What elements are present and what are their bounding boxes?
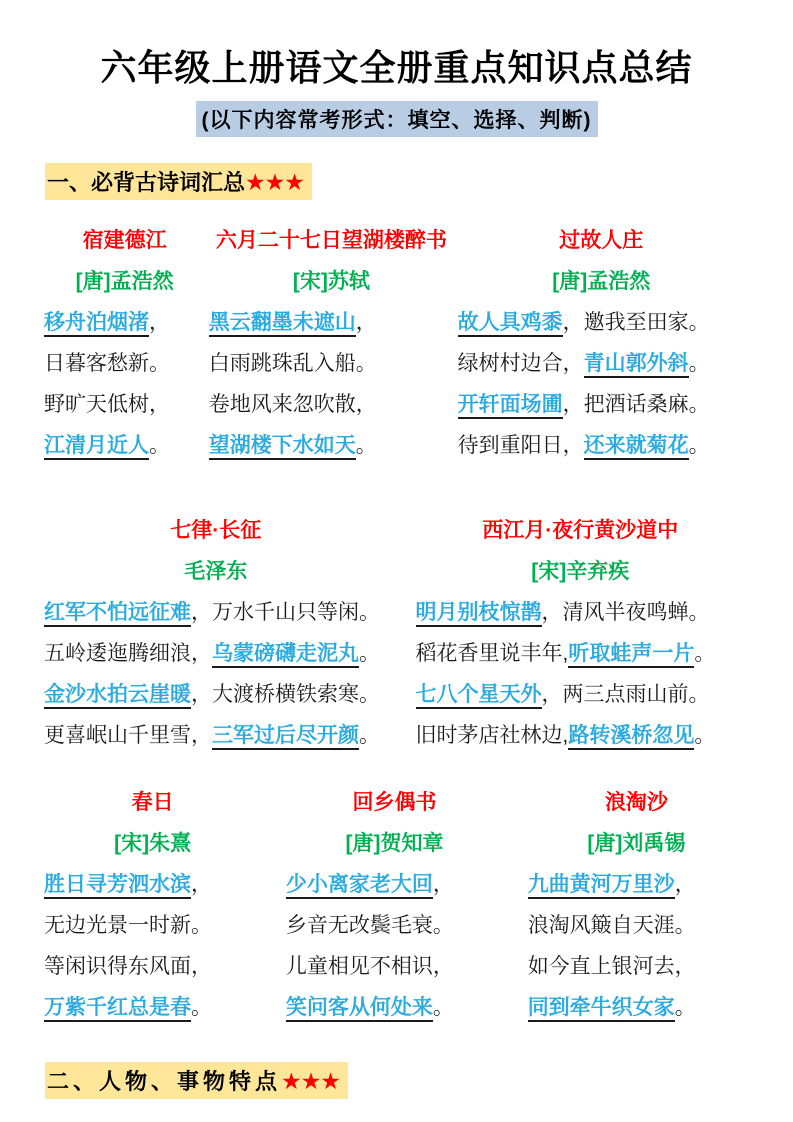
poem-line [44,868,261,909]
key-phrase-underlined: 九曲黄河万里沙 [528,873,675,899]
poem-line [44,429,205,470]
poem-line [209,306,454,347]
key-phrase-underlined: 三军过后尽开颜 [212,724,359,750]
poem-line [416,637,745,678]
poem-line [44,719,387,760]
poem-line [416,678,745,719]
key-phrase-underlined: 江清月近人 [44,434,149,460]
poem-line [458,306,745,347]
plain-text: 。 [688,434,710,457]
plain-text: 旧时茅店社林边, [415,724,569,747]
poem-line [286,868,503,909]
plain-text: ，清风半夜鸣蝉。 [541,601,710,624]
poem-card [44,786,261,1032]
poem-line [44,909,261,950]
poem-title: 西江月·夜行黄沙道中 [482,519,679,542]
poem-line [528,991,745,1032]
poem-line [44,306,205,347]
key-phrase-underlined: 听取蛙声一片 [568,642,694,668]
plain-text: 。 [688,352,710,375]
plain-text: 。 [694,724,716,747]
key-phrase-underlined: 笑问客从何处来 [286,996,433,1022]
plain-text: ，把酒话桑麻。 [562,393,710,416]
section-heading-1 [45,163,793,200]
poem-line [528,950,745,991]
poem-card [44,224,205,470]
key-phrase-underlined: 万紫千红总是春 [44,996,191,1022]
poem-author: [唐]刘禹锡 [587,832,686,855]
poem-line [458,388,745,429]
key-phrase-underlined: 明月别枝惊鹊 [416,601,542,627]
key-phrase-underlined: 青山郭外斜 [584,352,689,378]
poem-card [416,514,745,760]
poem-card [458,224,745,470]
poem-line [209,388,454,429]
plain-text: 。 [674,996,696,1019]
poem-card [44,514,387,760]
poem-line [286,909,503,950]
key-phrase-underlined: 金沙水拍云崖暖 [44,683,191,709]
poem-line [44,596,387,637]
poem-line [44,950,261,991]
poem-line [209,429,454,470]
plain-text: 更喜岷山千里雪， [44,724,212,747]
poem-author: [宋]朱熹 [114,832,192,855]
poem-card [528,786,745,1032]
plain-text: 绿树村边合， [457,352,584,375]
poem-author: [唐]孟浩然 [75,270,174,293]
poem-line [416,719,745,760]
poem-line [416,596,745,637]
poem-line [44,678,387,719]
key-phrase-underlined: 同到牵牛织女家 [528,996,675,1022]
poem-line [528,868,745,909]
poem-line [44,637,387,678]
page-title: 六年级上册语文全册重点知识点总结 [100,47,693,88]
plain-text: 浪淘风簸自天涯。 [527,914,696,937]
star-rating-icon: ★★★ [245,169,304,195]
poem-card [209,224,454,470]
poem-author: [宋]苏轼 [292,270,370,293]
plain-text: ，邀我至田家。 [562,311,710,334]
key-phrase-underlined: 少小离家老大回 [286,873,433,899]
key-phrase-underlined: 乌蒙磅礴走泥丸 [212,642,359,668]
section-heading-2-label: 二、人物、事物特点 [47,1069,282,1094]
plain-text: 。 [359,724,380,747]
poem-title: 过故人庄 [559,229,644,252]
poem-title: 六月二十七日望湖楼醉书 [215,229,447,252]
poem-title: 浪淘沙 [604,791,668,814]
poem-author: [宋]辛弃疾 [531,560,630,583]
key-phrase-underlined: 红军不怕远征难 [44,601,191,627]
poem-row-2 [0,514,793,760]
key-phrase-underlined: 移舟泊烟渚 [44,311,149,337]
poem-line [44,991,261,1032]
poem-card [286,786,503,1032]
poem-title: 春日 [131,791,174,814]
plain-text: 。 [355,434,377,457]
key-phrase-underlined: 胜日寻芳泗水滨 [44,873,191,899]
poem-author: [唐]贺知章 [345,832,444,855]
plain-text: ， [355,311,377,334]
key-phrase-underlined: 望湖楼下水如天 [209,434,356,460]
plain-text: 日暮客愁新。 [44,352,170,375]
poem-line [44,388,205,429]
poem-title: 七律·长征 [170,519,262,542]
poem-row-3 [0,786,793,1032]
plain-text: 五岭逶迤腾细浪， [44,642,212,665]
poem-author: 毛泽东 [184,560,248,583]
section-heading-2-highlight [45,1062,348,1099]
poem-title: 回乡偶书 [352,791,437,814]
plain-text: 待到重阳日， [457,434,584,457]
key-phrase-underlined: 故人具鸡黍 [458,311,563,337]
plain-text: 野旷天低树， [44,393,170,416]
plain-text: ， [432,873,454,896]
plain-text: ，两三点雨山前。 [541,683,710,706]
plain-text: ，大渡桥横铁索寒。 [191,683,380,706]
key-phrase-underlined: 还来就菊花 [584,434,689,460]
poem-title: 宿建德江 [82,229,167,252]
poem-author: [唐]孟浩然 [552,270,651,293]
plain-text: ， [674,873,696,896]
plain-text: 无边光景一时新。 [44,914,212,937]
star-rating-icon: ★★★ [281,1068,340,1094]
poem-line [286,991,503,1032]
plain-text: 乡音无改鬓毛衰。 [285,914,454,937]
plain-text: 白雨跳珠乱入船。 [208,352,377,375]
plain-text: 。 [191,996,212,1019]
poem-line [458,429,745,470]
plain-text: ， [149,311,170,334]
poem-line [44,347,205,388]
plain-text: 如今直上银河去， [527,955,696,978]
section-heading-1-label: 一、必背古诗词汇总 [47,170,246,195]
poem-line [209,347,454,388]
plain-text: ，万水千山只等闲。 [191,601,380,624]
plain-text: 稻花香里说丰年, [415,642,569,665]
page-subtitle: (以下内容常考形式：填空、选择、判断) [196,101,598,137]
section-heading-1-highlight [45,163,312,200]
plain-text: 。 [149,434,170,457]
plain-text: 卷地风来忽吹散， [208,393,377,416]
plain-text: 儿童相见不相识， [285,955,454,978]
section-heading-2 [45,1062,793,1099]
plain-text: 。 [694,642,716,665]
plain-text: ， [191,873,212,896]
poem-row-1 [0,224,793,470]
poem-line [286,950,503,991]
plain-text: 。 [359,642,380,665]
poem-line [528,909,745,950]
subtitle-row [0,101,793,137]
key-phrase-underlined: 开轩面场圃 [458,393,563,419]
plain-text: 等闲识得东风面， [44,955,212,978]
poem-line [458,347,745,388]
key-phrase-underlined: 七八个星天外 [416,683,542,709]
key-phrase-underlined: 黑云翻墨未遮山 [209,311,356,337]
plain-text: 。 [432,996,454,1019]
key-phrase-underlined: 路转溪桥忽见 [568,724,694,750]
